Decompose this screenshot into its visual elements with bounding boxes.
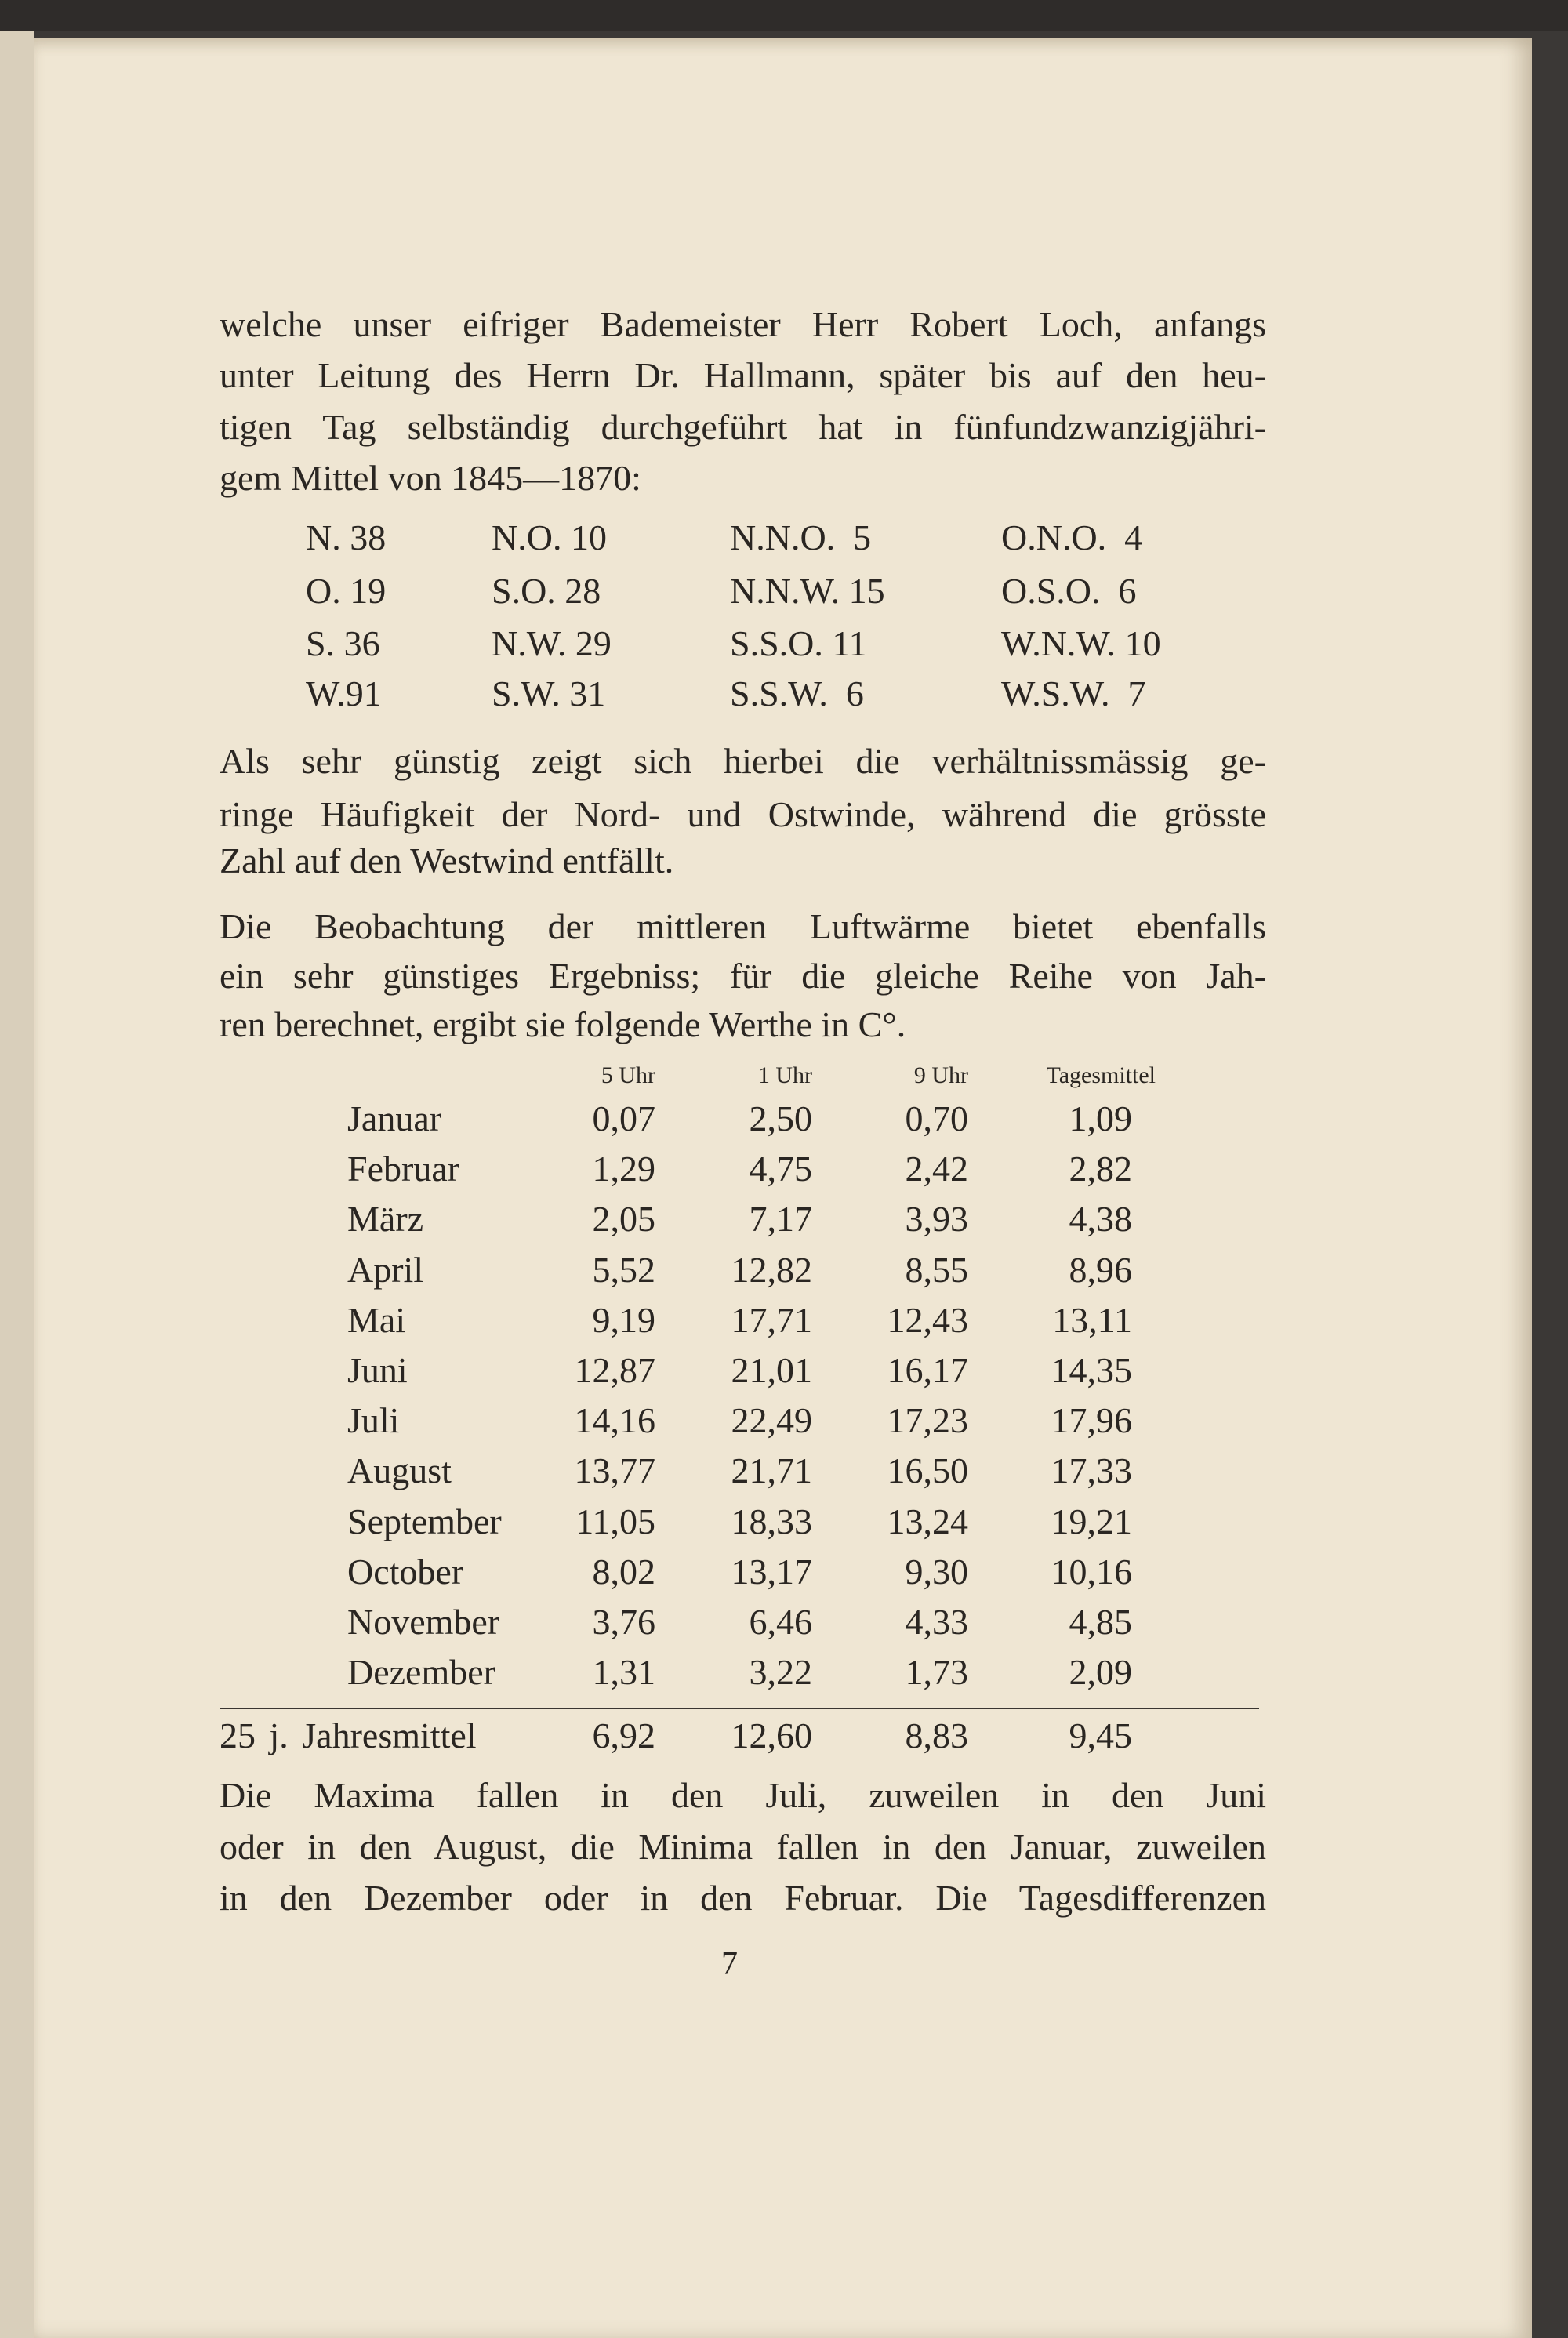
total-value: 8,83 (905, 1715, 968, 1755)
temp-value: 17,23 (887, 1400, 968, 1441)
temp-value: 2,50 (749, 1098, 812, 1138)
temp-value: 7,17 (749, 1199, 812, 1240)
wind-cell: O.S.O. 6 (1001, 571, 1137, 611)
temp-value: 11,05 (575, 1501, 655, 1541)
temp-value: 1,73 (905, 1652, 968, 1693)
temp-value: 21,71 (731, 1450, 812, 1491)
temp-value: 18,33 (731, 1501, 812, 1541)
month-label: April (347, 1249, 424, 1290)
month-label: Februar (347, 1149, 460, 1189)
column-header: 5 Uhr (601, 1062, 655, 1088)
temp-value: 4,38 (1069, 1199, 1132, 1240)
total-value: 12,60 (731, 1715, 812, 1755)
temp-value: 16,17 (887, 1350, 968, 1390)
temp-value: 3,93 (905, 1199, 968, 1240)
month-label: Juli (347, 1400, 400, 1441)
temp-value: 17,96 (1051, 1400, 1132, 1441)
month-label: Mai (347, 1299, 406, 1340)
wind-cell: W.91 (306, 673, 382, 713)
temp-value: 9,19 (592, 1299, 655, 1340)
month-label: Januar (347, 1098, 442, 1138)
temp-value: 17,33 (1051, 1450, 1132, 1491)
paragraph1-line: unter Leitung des Herrn Dr. Hallmann, später bis auf den heu- (220, 355, 1266, 395)
temp-value: 2,05 (592, 1199, 655, 1240)
temp-value: 13,17 (731, 1551, 812, 1592)
column-header: 1 Uhr (757, 1062, 812, 1088)
table-rule (220, 1708, 1259, 1709)
temp-value: 0,07 (592, 1098, 655, 1138)
month-label: August (347, 1450, 452, 1491)
wind-cell: S. 36 (306, 623, 380, 663)
wind-cell: N. 38 (306, 517, 387, 557)
temp-value: 12,43 (887, 1299, 968, 1340)
temp-value: 19,21 (1051, 1501, 1132, 1541)
column-header: 9 Uhr (913, 1062, 968, 1088)
total-label: 25 j. Jahresmittel (220, 1715, 477, 1755)
paragraph1-line: tigen Tag selbständig durchgeführt hat in fünfundzwanzigjähri- (220, 407, 1266, 447)
wind-cell: N.N.O. 5 (730, 517, 872, 557)
wind-cell: S.S.O. 11 (730, 623, 867, 663)
facing-page-edge (0, 31, 34, 2338)
scan-background (0, 0, 1568, 31)
temp-value: 12,82 (731, 1249, 812, 1290)
paragraph3-line: ren berechnet, ergibt sie folgende Werthe in C°. (220, 1004, 906, 1044)
temp-value: 1,31 (592, 1652, 655, 1693)
temp-value: 8,02 (592, 1551, 655, 1592)
page-number: 7 (721, 1946, 738, 1982)
temp-value: 10,16 (1051, 1551, 1132, 1592)
temp-value: 1,29 (592, 1149, 655, 1189)
temp-value: 21,01 (731, 1350, 812, 1390)
wind-cell: O.N.O. 4 (1001, 517, 1143, 557)
temp-value: 14,16 (574, 1400, 655, 1441)
wind-cell: W.S.W. 7 (1001, 673, 1146, 713)
wind-cell: N.O. 10 (492, 517, 607, 557)
paragraph4-line: in den Dezember oder in den Februar. Die Tagesdifferenzen (220, 1878, 1266, 1918)
temp-value: 3,22 (749, 1652, 812, 1693)
temp-value: 4,33 (905, 1602, 968, 1642)
wind-cell: N.N.W. 15 (730, 571, 885, 611)
temp-value: 4,85 (1069, 1602, 1132, 1642)
wind-cell: S.O. 28 (492, 571, 601, 611)
month-label: November (347, 1602, 500, 1642)
temp-value: 13,11 (1052, 1299, 1132, 1340)
temp-value: 16,50 (887, 1450, 968, 1491)
temp-value: 13,77 (574, 1450, 655, 1491)
temp-value: 8,55 (905, 1249, 968, 1290)
column-header: Tagesmittel (1046, 1062, 1156, 1088)
total-value: 9,45 (1069, 1715, 1132, 1755)
wind-cell: S.S.W. 6 (730, 673, 864, 713)
temp-value: 12,87 (574, 1350, 655, 1390)
temp-value: 2,09 (1069, 1652, 1132, 1693)
paragraph1-line: welche unser eifriger Bademeister Herr Robert Loch, anfangs (220, 304, 1266, 344)
month-label: October (347, 1551, 464, 1592)
month-label: September (347, 1501, 502, 1541)
paragraph2-line: ringe Häufigkeit der Nord- und Ostwinde, während die grösste (220, 794, 1266, 834)
month-label: März (347, 1199, 424, 1240)
paragraph2-line: Als sehr günstig zeigt sich hierbei die verhältnissmässig ge- (220, 741, 1266, 781)
temp-value: 9,30 (905, 1551, 968, 1592)
total-value: 6,92 (592, 1715, 655, 1755)
paragraph3-line: ein sehr günstiges Ergebniss; für die gleiche Reihe von Jah- (220, 956, 1266, 996)
temp-value: 13,24 (887, 1501, 968, 1541)
wind-cell: N.W. 29 (492, 623, 612, 663)
temp-value: 1,09 (1069, 1098, 1132, 1138)
temp-value: 0,70 (905, 1098, 968, 1138)
temp-value: 4,75 (749, 1149, 812, 1189)
temp-value: 17,71 (731, 1299, 812, 1340)
wind-cell: S.W. 31 (492, 673, 606, 713)
temp-value: 2,42 (905, 1149, 968, 1189)
wind-cell: W.N.W. 10 (1001, 623, 1161, 663)
temp-value: 6,46 (749, 1602, 812, 1642)
paragraph2-line: Zahl auf den Westwind entfällt. (220, 840, 674, 880)
paragraph4-line: Die Maxima fallen in den Juli, zuweilen in den Juni (220, 1775, 1266, 1815)
month-label: Dezember (347, 1652, 495, 1693)
temp-value: 22,49 (731, 1400, 812, 1441)
paragraph4-line: oder in den August, die Minima fallen in den Januar, zuweilen (220, 1827, 1266, 1867)
temp-value: 3,76 (592, 1602, 655, 1642)
month-label: Juni (347, 1350, 408, 1390)
temp-value: 8,96 (1069, 1249, 1132, 1290)
temp-value: 2,82 (1069, 1149, 1132, 1189)
temp-value: 14,35 (1051, 1350, 1132, 1390)
wind-cell: O. 19 (306, 571, 387, 611)
paragraph3-line: Die Beobachtung der mittleren Luftwärme bietet ebenfalls (220, 906, 1266, 946)
paragraph1-line: gem Mittel von 1845—1870: (220, 458, 641, 498)
temp-value: 5,52 (592, 1249, 655, 1290)
